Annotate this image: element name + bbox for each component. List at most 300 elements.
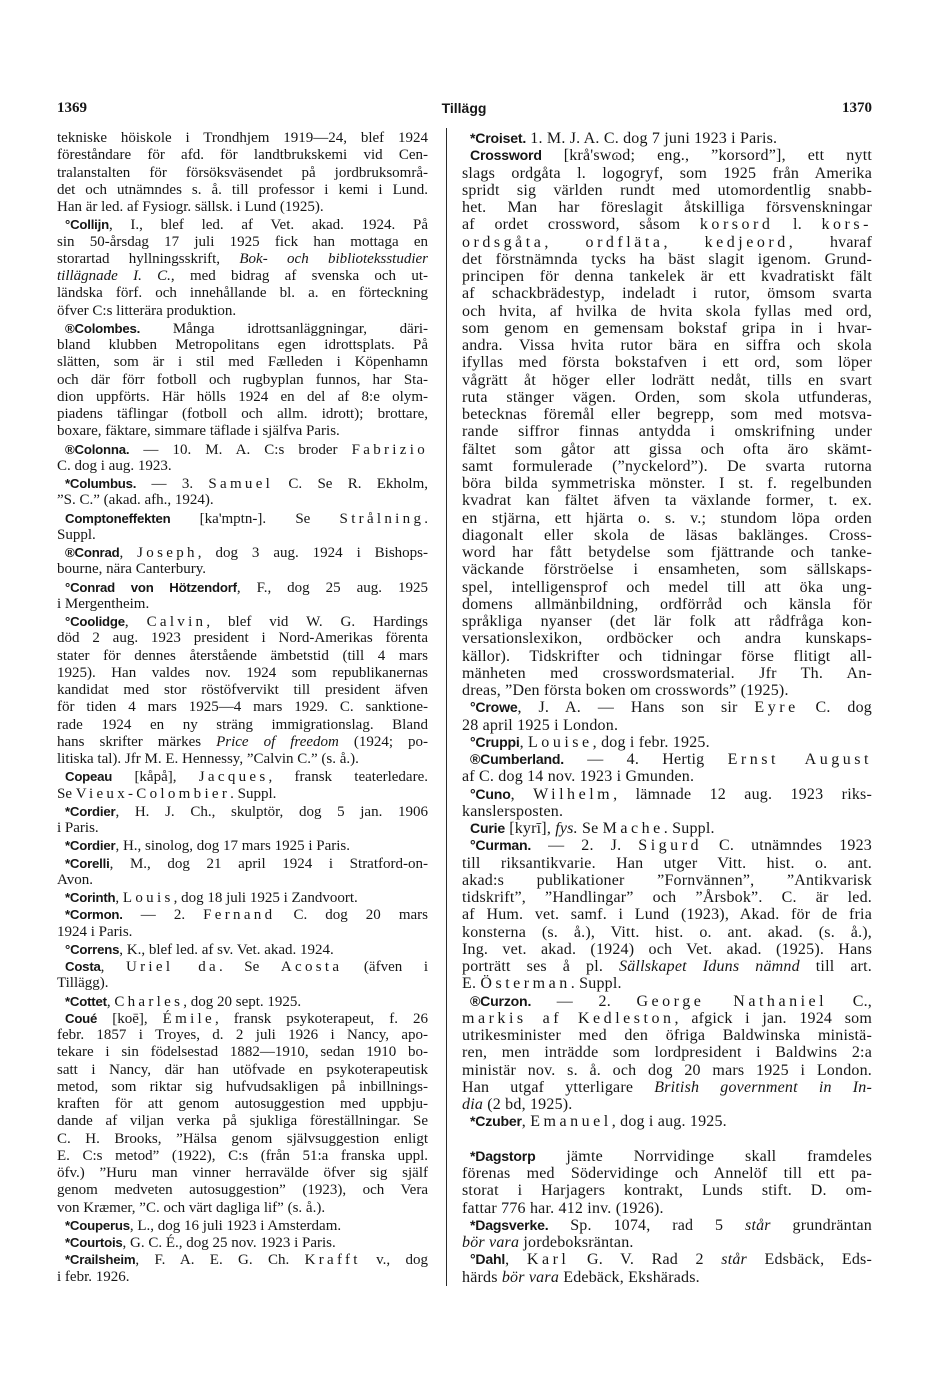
- spaced-text: Wilhelm: [533, 785, 614, 803]
- text-run: , L., dog 16 juli 1923 i Amsterdam.: [129, 1217, 342, 1234]
- text-run: G. V. Rad 2: [569, 1251, 722, 1269]
- dictionary-entry: [57, 216, 428, 320]
- text-line: [462, 337, 872, 354]
- headword: °Curman.: [470, 837, 532, 854]
- dictionary-entry: [462, 734, 872, 751]
- text-run: ,: [106, 993, 115, 1010]
- spaced-text: markis af Kedleston: [462, 1009, 675, 1027]
- italic-text: bör vara: [501, 1268, 560, 1286]
- text-line: [462, 941, 872, 958]
- text-line: [462, 1217, 872, 1234]
- text-run: bland klubben Metropolitans egen idrottsplats. På: [57, 337, 428, 353]
- text-line: [462, 872, 872, 889]
- text-run: sin 50-årsdag 17 juli 1925 fick han mottaga en: [57, 233, 428, 250]
- text-run: det förstnämnda tycks ha bäst slagit igenom. Grund-: [462, 250, 872, 268]
- text-run: satt i Nancy, där han utöfvade en psykoterapeutisk: [57, 1061, 428, 1078]
- dictionary-entry: [462, 993, 872, 1114]
- text-run: öfver C:s litterära produktion.: [57, 302, 237, 319]
- dictionary-entry: [57, 579, 428, 614]
- text-line: [462, 320, 872, 337]
- text-line: [462, 147, 872, 164]
- text-line: [57, 492, 428, 509]
- text-line: [57, 303, 428, 320]
- dictionary-entry: [57, 993, 428, 1010]
- text-run: E.: [462, 975, 481, 993]
- text-line: [462, 1027, 872, 1044]
- text-run: piadens täflingar (fotboll och allm. idrott); brottare,: [57, 406, 428, 422]
- text-run: härds: [462, 1268, 502, 1286]
- spaced-text: Acosta: [280, 959, 343, 975]
- text-run: Han utgaf ytterligare: [462, 1078, 655, 1096]
- text-line: [462, 182, 872, 199]
- dictionary-entry: [57, 1217, 428, 1234]
- text-line: [462, 751, 872, 768]
- dictionary-entry: [57, 837, 428, 854]
- text-run: dion uppförts. Här hölls 1924 en del af 8:e olym-: [57, 388, 428, 405]
- text-run: — 3.: [136, 476, 209, 492]
- text-line: [462, 389, 872, 406]
- dictionary-entry: [57, 855, 428, 890]
- text-line: [462, 199, 872, 216]
- headword: ®Cumberland.: [470, 751, 565, 767]
- text-line: [57, 1182, 428, 1199]
- text-run: af schackbrädestyp, indeladt i rutor, ömsom svarta: [462, 285, 872, 303]
- text-run: kvadrat kan fältet äfven ta växlande former, t. ex.: [462, 492, 872, 510]
- text-line: [462, 803, 872, 820]
- text-run: mänheten med crosswordsmaterial. Jfr Th. An-: [462, 664, 872, 682]
- text-line: [462, 613, 872, 630]
- text-line: [57, 699, 428, 716]
- text-run: ruta stänger vägen. Orden, som skola utfunderas,: [462, 388, 872, 406]
- dictionary-entry: [57, 803, 428, 838]
- text-line: [57, 1044, 428, 1061]
- text-line: [57, 544, 428, 561]
- text-line: [57, 958, 428, 975]
- dictionary-entry: [57, 130, 428, 216]
- text-line: [462, 458, 872, 475]
- text-line: [462, 786, 872, 803]
- text-line: [462, 251, 872, 268]
- spaced-text: Charles: [114, 993, 184, 1010]
- text-line: [462, 1251, 872, 1268]
- text-line: [57, 234, 428, 251]
- text-run: som genom en gemensam bokstaf gripa in i hvar-: [462, 319, 872, 337]
- text-run: föreståndare för afd. för landtbrukskemi vid Cen-: [57, 147, 428, 164]
- blank-line: [462, 1131, 872, 1148]
- text-line: [57, 1200, 428, 1217]
- text-line: [57, 786, 428, 803]
- text-line: [57, 1010, 428, 1027]
- text-run: metod, som riktar sig hufvudsakligen på inbillnings-: [57, 1078, 428, 1095]
- text-line: [462, 303, 872, 320]
- text-line: [57, 906, 428, 923]
- text-run: (äfven i: [342, 959, 428, 975]
- text-run: af C. dog 14 nov. 1923 i Gmunden.: [462, 768, 695, 786]
- dictionary-entry: [57, 1010, 428, 1217]
- text-run: rande siffror finnas antydda i omskrifning under: [462, 423, 872, 441]
- text-run: , med bidrag af svenska och ut-: [170, 268, 428, 284]
- text-run: principen för denna tankelek är ett kvadratiskt fält: [462, 268, 872, 285]
- text-run: ifyllas med första bokstafven i ett ord, som löper: [462, 354, 872, 372]
- headword: *Cottet: [65, 993, 107, 1009]
- text-line: [57, 648, 428, 665]
- text-run: C. Se R. Ekholm,: [273, 476, 428, 492]
- dictionary-entry: [57, 889, 428, 906]
- italic-text: Price of freedom: [216, 733, 339, 750]
- text-line: [57, 579, 428, 596]
- text-line: [462, 1062, 872, 1079]
- text-line: [462, 1044, 872, 1061]
- dictionary-entry: [462, 1148, 872, 1217]
- text-run: utrikesminister med den öfriga Baldwinska ministä-: [462, 1027, 872, 1044]
- text-run: ,: [505, 1251, 527, 1269]
- text-line: [462, 699, 872, 716]
- headword: °Correns: [65, 941, 120, 957]
- text-run: Edsbäck, Eds-: [746, 1251, 872, 1269]
- spaced-text: Louise: [528, 733, 593, 751]
- text-run: språkliga nyanser (det lär folk att rådfråga kon-: [462, 613, 872, 630]
- text-line: [57, 1096, 428, 1113]
- text-run: af ordet crossword, såsom: [462, 216, 700, 234]
- text-run: boxare, fäktare, simmare täflade i själfva Paris.: [57, 423, 340, 440]
- italic-text: står: [721, 1251, 747, 1269]
- spaced-text: Vieux-Colombier: [75, 785, 231, 802]
- dictionary-entry: [57, 906, 428, 941]
- text-line: [57, 751, 428, 768]
- text-run: l.: [773, 216, 822, 234]
- text-run: akad:s publikationer ”Fornvännen”, ”Antikvarisk: [462, 871, 872, 889]
- spaced-text: Krafft: [304, 1252, 361, 1269]
- dictionary-entry: [57, 510, 428, 545]
- text-run: — 4. Hertig: [564, 751, 728, 768]
- left-column: [57, 130, 428, 1286]
- headword: ®Colombes.: [65, 320, 141, 336]
- text-line: [57, 527, 428, 544]
- headword: ®Conrad: [65, 545, 120, 560]
- text-run: . Suppl.: [663, 820, 715, 837]
- text-run: dreas, ”Den första boken om crosswords” (1925).: [462, 682, 789, 699]
- text-line: [462, 1234, 872, 1251]
- spaced-text: korsord: [699, 216, 774, 234]
- text-run: , afgick i jan. 1924 som: [674, 1009, 872, 1027]
- dictionary-entry: [462, 751, 872, 786]
- text-run: slags ordgåta l. logogryf, som 1925 från Amerika: [462, 164, 872, 182]
- spaced-text: Emanuel: [530, 1113, 612, 1131]
- headword: Comptoneffekten: [65, 510, 171, 526]
- headword: *Cormon.: [65, 907, 123, 923]
- text-run: ,: [544, 233, 586, 251]
- spaced-text: Émile: [162, 1010, 215, 1027]
- text-run: källor). Tidskrifter och tidningar förse flitigt all-: [462, 647, 872, 665]
- text-run: jordeboksräntan.: [519, 1234, 634, 1251]
- text-run: böra bilda symmetriska mönster. I st. f. regelbunden: [462, 475, 872, 492]
- text-line: [462, 216, 872, 233]
- headword: *Croiset.: [470, 130, 527, 146]
- text-line: [57, 354, 428, 371]
- spaced-text: Karl: [526, 1251, 570, 1269]
- text-run: ,: [100, 959, 126, 975]
- text-run: , F., dog 25 aug. 1925: [236, 579, 428, 596]
- text-line: [57, 510, 428, 527]
- text-run: , fransk teaterledare.: [268, 769, 428, 786]
- text-line: [57, 1234, 428, 1251]
- text-line: [57, 147, 428, 164]
- text-line: [462, 475, 872, 492]
- text-line: [462, 734, 872, 751]
- headword: ®Curzon.: [470, 992, 532, 1009]
- text-run: ,: [510, 785, 534, 803]
- text-run: [ka'mptn-]. Se: [170, 510, 340, 527]
- text-line: [462, 130, 872, 147]
- headword: °Cuno: [470, 785, 511, 802]
- text-run: kraften för att genom autosuggestion med uppbju-: [57, 1096, 428, 1112]
- dictionary-entry: [57, 613, 428, 768]
- text-line: [57, 682, 428, 699]
- text-run: , G. C. É., dog 25 nov. 1923 i Paris.: [122, 1235, 336, 1251]
- text-run: spridt sig världen rundt med utomordentlig snabb-: [462, 181, 872, 199]
- text-run: väckande förströelse i ensamheten, som sällskaps-: [462, 561, 872, 579]
- text-run: [koē],: [97, 1010, 163, 1027]
- text-line: [57, 1148, 428, 1165]
- headword: *Corinth: [65, 890, 116, 905]
- headword: *Corelli: [65, 855, 110, 871]
- headword: °Coolidge: [65, 614, 125, 629]
- text-run: tralanstalten för försöksväsendet på jordbruksområ-: [57, 164, 428, 181]
- text-run: E. C:s metod” (1922), C:s (från 51:a franska uppl.: [57, 1147, 428, 1164]
- headword: Coué: [65, 1010, 98, 1026]
- text-line: [57, 1062, 428, 1079]
- italic-text: tillägnade I. C.: [57, 268, 171, 284]
- italic-text: Sällskapet Iduns nämnd: [619, 958, 800, 975]
- headword: *Crailsheim: [65, 1252, 136, 1268]
- text-line: [462, 648, 872, 665]
- text-run: till riksantikvarie. Han utger Vitt. hist. o. ant.: [462, 854, 872, 872]
- text-line: [462, 579, 872, 596]
- text-run: , J. A. — Hans son sir: [517, 699, 755, 717]
- text-line: [57, 1217, 428, 1234]
- text-line: [462, 855, 872, 872]
- text-line: [462, 924, 872, 941]
- text-run: (2 bd, 1925).: [483, 1096, 573, 1113]
- text-line: [57, 216, 428, 233]
- text-run: (1924; po-: [338, 733, 428, 750]
- text-run: C. dog 20 mars: [275, 907, 428, 924]
- text-run: , H., sinolog, dog 17 mars 1925 i Paris.: [115, 838, 351, 855]
- text-run: jämte Norrvidinge skall framdeles: [535, 1147, 872, 1165]
- text-line: [462, 268, 872, 285]
- text-run: Sp. 1074, rad 5: [548, 1216, 746, 1234]
- text-line: [57, 268, 428, 285]
- headword: ®Colonna.: [65, 441, 130, 457]
- text-run: det och utnämndes s. å. till professor i kemi i Lund.: [57, 181, 428, 198]
- text-line: [57, 837, 428, 854]
- text-run: i febr. 1926.: [57, 1268, 130, 1285]
- spaced-text: ordsgåta: [462, 233, 545, 251]
- text-run: en stjärna, ett hjärta o. s. v.; stundom löpa orden: [462, 509, 872, 527]
- text-run: vågrätt åt höger eller lodrätt nedåt, tills en svart: [462, 371, 872, 389]
- dictionary-entry: [462, 130, 872, 147]
- page-number-left: 1369: [57, 100, 87, 116]
- text-line: [57, 889, 428, 906]
- headword: *Cordier: [65, 803, 116, 819]
- text-run: i Paris.: [57, 820, 99, 836]
- page-number-right: 1370: [842, 100, 872, 116]
- text-line: [57, 182, 428, 199]
- spaced-text: Fabrizio: [351, 441, 428, 458]
- dictionary-entry: [462, 837, 872, 992]
- text-line: [462, 527, 872, 544]
- dictionary-entry: [57, 941, 428, 958]
- headword: *Cordier: [65, 838, 116, 854]
- text-run: , dog i aug. 1925.: [611, 1113, 727, 1131]
- text-line: [462, 1096, 872, 1113]
- text-run: [kyrī],: [505, 820, 556, 837]
- text-run: ,: [115, 890, 123, 906]
- dictionary-entry: [57, 1251, 428, 1286]
- text-run: C. dog i aug. 1923.: [57, 457, 172, 474]
- text-line: [57, 1251, 428, 1268]
- spaced-text: Louis: [122, 890, 174, 906]
- text-run: ,: [521, 1113, 531, 1131]
- text-run: , K., blef led. af sv. Vet. akad. 1924.: [119, 941, 334, 958]
- text-run: kanslersposten.: [462, 802, 564, 820]
- text-run: , M., dog 21 april 1924 i Stratford-on-: [109, 855, 428, 872]
- text-line: [462, 1010, 872, 1027]
- spaced-text: ordfläta: [585, 233, 664, 251]
- text-line: [462, 1182, 872, 1199]
- dictionary-entry: [462, 1217, 872, 1252]
- text-line: [57, 1027, 428, 1044]
- spaced-text: Samuel: [208, 476, 274, 492]
- text-run: Tillägg).: [57, 975, 109, 992]
- text-run: förenas med Södervidinge och Annelöf till ett pa-: [462, 1165, 872, 1182]
- text-line: [462, 234, 872, 251]
- text-line: [57, 372, 428, 389]
- text-line: [57, 993, 428, 1010]
- text-run: , hvaraf: [788, 233, 872, 251]
- headword: °Dahl: [470, 1251, 506, 1268]
- spaced-text: Sigurd: [638, 837, 703, 855]
- italic-text: står: [745, 1216, 771, 1234]
- text-line: [57, 561, 428, 578]
- text-line: [57, 1165, 428, 1182]
- text-run: ,: [663, 233, 705, 251]
- text-line: [57, 717, 428, 734]
- text-line: [57, 596, 428, 613]
- text-run: porträtt ses å pl.: [462, 958, 620, 975]
- headword: Curie: [470, 820, 505, 836]
- text-line: [462, 354, 872, 371]
- text-run: C. H. Brooks, ”Hälsa genom självsuggestion enligt: [57, 1130, 428, 1147]
- text-run: — 2.: [531, 992, 637, 1010]
- text-run: konsterna (s. å.), Vitt. hist. o. ant. akad. (s. å.),: [462, 923, 872, 941]
- text-run: ministär nov. s. å. och dog 20 mars 1925 i London.: [462, 1061, 872, 1079]
- text-run: — 2.: [122, 907, 204, 924]
- text-run: , F. A. E. G. Ch.: [135, 1252, 305, 1269]
- text-run: Många idrottsanläggningar, däri-: [140, 320, 428, 337]
- text-run: ,: [124, 614, 147, 630]
- text-run: spel, intelligensprof och medel till att öka ung-: [462, 578, 872, 596]
- text-line: [462, 510, 872, 527]
- spaced-text: kedjeord: [704, 233, 789, 251]
- text-run: ,: [519, 733, 528, 751]
- dictionary-entry: [57, 475, 428, 510]
- text-line: [57, 320, 428, 337]
- text-run: ren, men inträdde som lordpresident i Baldwins 2:a: [462, 1044, 872, 1062]
- dictionary-entry: [57, 768, 428, 803]
- text-run: och hvita, af hvilka de hvita skola fyllas med ord,: [462, 302, 872, 320]
- spaced-text: Calvin: [146, 614, 207, 630]
- text-line: [462, 441, 872, 458]
- text-run: rade 1924 en ny sträng immigrationslag. Bland: [57, 716, 428, 733]
- headword: Copeau: [65, 769, 113, 785]
- column-rule: [446, 128, 447, 1286]
- text-run: , dog 20 sept. 1925.: [183, 993, 302, 1010]
- text-run: kandidat med stor röstöfvervikt till president äfven: [57, 682, 428, 698]
- text-run: storat i Harjagers kontrakt, Lunds stift. D. om-: [462, 1182, 872, 1200]
- dictionary-entry: [57, 441, 428, 476]
- text-run: febr. 1857 i Troyes, d. 2 juli 1926 i Nancy, apo-: [57, 1027, 428, 1043]
- dictionary-entry: [462, 820, 872, 837]
- text-run: slätten, som är i stil med Fælleden i Köpenhamn: [57, 354, 428, 371]
- text-line: [57, 630, 428, 647]
- text-line: [57, 872, 428, 889]
- spaced-text: Uriel da: [125, 959, 219, 975]
- headword: °Cruppi: [470, 733, 520, 750]
- running-title: Tillägg: [441, 100, 487, 116]
- text-run: von Kræmer, ”C. och värt dagliga lif” (s. å.).: [57, 1199, 326, 1216]
- text-run: . Se: [218, 959, 281, 975]
- text-line: [57, 768, 428, 785]
- dictionary-entry: [462, 1251, 872, 1286]
- italic-text: Bok- och biblioteksstudier: [239, 250, 428, 267]
- text-run: domens allmänbildning, ordförråd och känsla för: [462, 595, 872, 613]
- text-line: [462, 561, 872, 578]
- text-line: [462, 1113, 872, 1130]
- text-run: 1. M. J. A. C. dog 7 juni 1923 i Paris.: [526, 130, 778, 147]
- text-line: [462, 1269, 872, 1286]
- text-line: [462, 975, 872, 992]
- text-line: [462, 372, 872, 389]
- text-run: , dog i febr. 1925.: [592, 733, 710, 751]
- text-run: Han är led. af Fysiogr. sällsk. i Lund (1925).: [57, 199, 324, 215]
- text-run: af Hum. vet. samf. i Lund (1923), Akad. för de fria: [462, 906, 872, 924]
- text-run: C. dog: [798, 699, 872, 717]
- text-line: [462, 993, 872, 1010]
- text-run: — 10. M. A. C:s broder: [129, 441, 352, 458]
- text-line: [462, 544, 872, 561]
- headword: °Crowe: [470, 699, 518, 716]
- text-run: död 2 aug. 1923 president i Nord-Amerikas förenta: [57, 630, 428, 647]
- text-run: diagonalt eller skola de läsas baklänges. Cross-: [462, 526, 872, 544]
- text-run: Edebäck, Ekshärads.: [559, 1268, 700, 1286]
- text-line: [462, 165, 872, 182]
- text-run: bourne, nära Canterbury.: [57, 561, 206, 578]
- text-line: [462, 906, 872, 923]
- spaced-text: Österman: [480, 975, 571, 993]
- text-line: [462, 285, 872, 302]
- right-column: [462, 130, 872, 1286]
- text-run: stater för dennes återstående ämbetstid (till 4 mars: [57, 647, 428, 664]
- text-line: [57, 199, 428, 216]
- text-line: [462, 682, 872, 699]
- text-line: [462, 768, 872, 785]
- text-run: .: [424, 510, 428, 527]
- headword: Costa: [65, 959, 101, 974]
- text-line: [462, 1079, 872, 1096]
- headword: *Couperus: [65, 1217, 130, 1233]
- text-run: Se: [577, 820, 603, 837]
